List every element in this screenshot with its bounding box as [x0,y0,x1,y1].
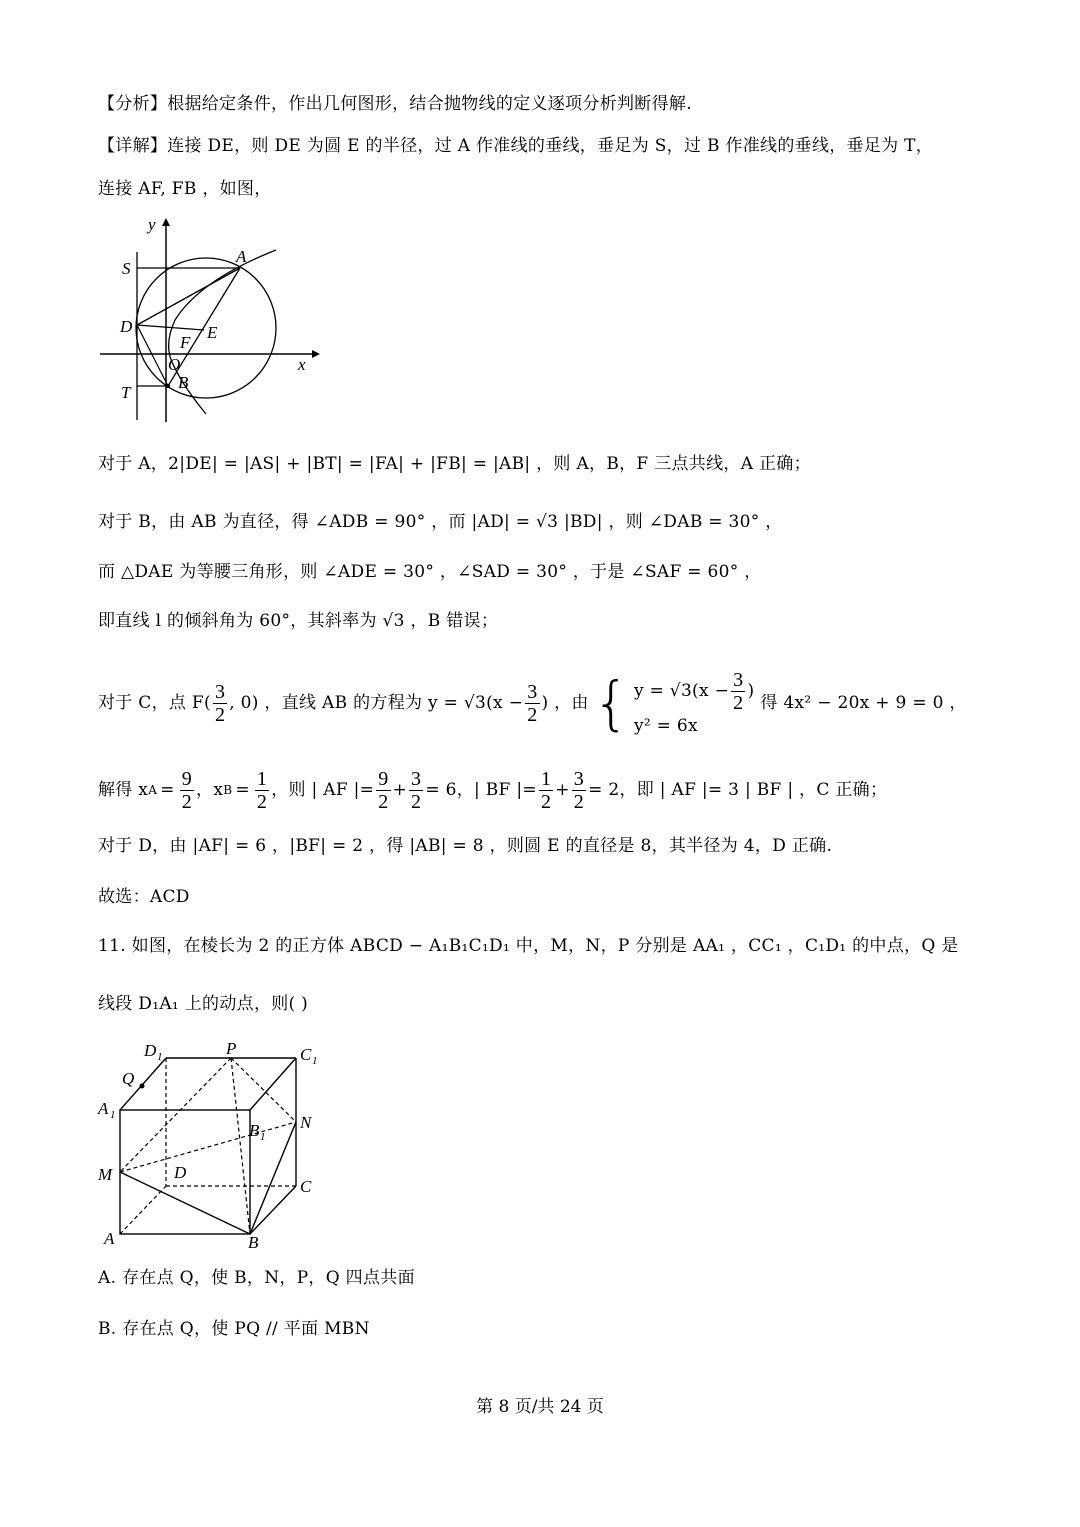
y-axis-label: y [148,215,156,234]
option-B-analysis-3: 即直线 l 的倾斜角为 60°，其斜率为 √3 ，B 错误； [98,611,499,631]
option-C-analysis-1: 对于 C，点 F( $\frac{3}{2}$ , 0) ，直线 AB 的方程为 y = √3(x − $\frac{3}{2}$ ) ，由 { y = √3(x − $\frac{3}{2}$ ) y² = 6x 得 4x² − 20x + 9 = 0 ， [98,668,967,737]
label-O: O [168,355,181,374]
option-C-analysis-2: 解得 x A = $\frac{9}{2}$ ，x B = $\frac{1}{2}$ ，则 | AF |= $\frac{9}{2}$ + $\frac{3}{2}$ = 6 ，| BF |= $\frac{1}{2}$ + $\frac{3}{2}$ = 2 ，即 | AF |= 3 | BF | ，C 正确； [98,767,888,813]
detail-line-1: 【详解】连接 DE，则 DE 为圆 E 的半径，过 A 作准线的垂线，垂足为 S，过 B 作准线的垂线，垂足为 T， [98,136,934,156]
option-A-analysis: 对于 A，2|DE| = |AS| + |BT| = |FA| + |FB| = |AB| ，则 A，B，F 三点共线，A 正确； [98,454,811,474]
label-T: T [121,383,131,402]
label-A: A [104,1229,115,1248]
label-C: C [300,1177,312,1196]
question-11-line-1: 11. 如图，在棱长为 2 的正方体 ABCD − A₁B₁C₁D₁ 中，M，N，P 分别是 AA₁ ，CC₁ ，C₁D₁ 的中点，Q 是 [98,936,959,956]
label-Q: Q [122,1069,135,1088]
question-11-line-2: 线段 D₁A₁ 上的动点，则( ) [98,994,309,1014]
x-axis-label: x [298,355,306,374]
parabola-circle-figure [90,210,330,425]
label-N: N [300,1113,312,1132]
question-11-option-B: B. 存在点 Q，使 PQ // 平面 MBN [98,1319,370,1339]
label-F: F [180,333,191,352]
option-B-analysis-1: 对于 B，由 AB 为直径，得 ∠ADB = 90° ，而 |AD| = √3 |BD| ，则 ∠DAB = 30° ， [98,512,783,532]
label-D: D [120,317,133,336]
label-S: S [122,259,131,278]
cube-figure [92,1038,332,1253]
svg-text:1: 1 [157,1051,163,1063]
option-B-analysis-2: 而 △DAE 为等腰三角形，则 ∠ADE = 30° ，∠SAD = 30° ，于是 ∠SAF = 60° ， [98,562,762,582]
question-11-option-A: A. 存在点 Q，使 B，N，P，Q 四点共面 [98,1268,415,1288]
label-P: P [226,1039,237,1058]
label-B: B [248,1233,259,1252]
label-M: M [98,1165,113,1184]
svg-text:1: 1 [260,1131,266,1143]
label-A: A [236,247,247,266]
page-footer: 第 8 页/共 24 页 [476,1397,604,1417]
label-C1: C [300,1045,312,1064]
detail-line-2: 连接 AF, FB ，如图， [98,179,272,199]
label-B1: B [249,1121,260,1140]
option-D-analysis: 对于 D，由 |AF| = 6 ，|BF| = 2 ，得 |AB| = 8 ，则圆 E 的直径是 8，其半径为 4，D 正确. [98,836,833,856]
label-D: D [174,1163,187,1182]
label-D1: D [144,1041,157,1060]
svg-text:1: 1 [110,1109,116,1121]
label-A1: A [98,1099,109,1118]
svg-text:1: 1 [312,1055,318,1067]
analysis-line: 【分析】根据给定条件，作出几何图形，结合抛物线的定义逐项分析判断得解. [98,94,692,114]
label-B: B [178,373,189,392]
label-E: E [207,323,218,342]
answer-line: 故选：ACD [98,887,190,907]
